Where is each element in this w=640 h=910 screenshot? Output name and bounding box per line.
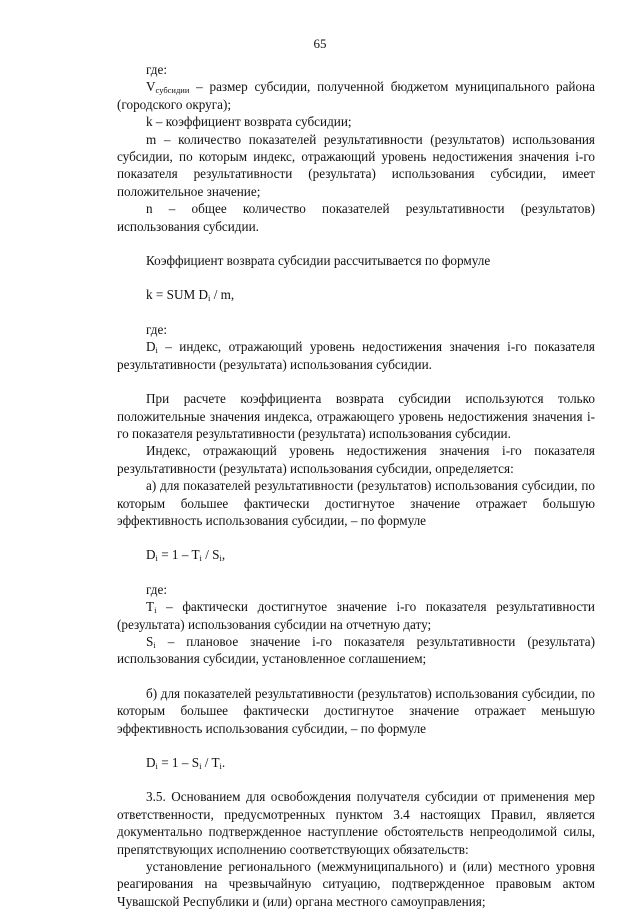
where-label-2: где: xyxy=(146,321,167,337)
formula-subscript: i xyxy=(219,761,222,771)
k-formula-subscript: i xyxy=(208,293,211,304)
document-body xyxy=(117,61,595,910)
positive-values-paragraph: При расчете коэффициента возврата субсидии используются только положительные значения индекса, отражающего уровень недостижения значения i-го показателя результативности (результата) использования субсидии. xyxy=(117,391,595,441)
s-definition-text: – плановое значение i-го показателя результативности (результата) использования субсидии, установленное соглашением; xyxy=(117,633,595,667)
k-formula-part: k = SUM D xyxy=(146,287,209,303)
v-subscript: субсидии xyxy=(155,85,190,96)
t-definition xyxy=(117,598,595,633)
d-definition xyxy=(117,338,595,373)
k-formula xyxy=(117,286,595,303)
formula-part: = 1 – S xyxy=(157,755,200,770)
index-paragraph: Индекс, отражающий уровень недостижения значения i-го показателя результативности (результата) использования субсидии, определяется: xyxy=(117,443,595,476)
t-symbol: T xyxy=(146,599,155,615)
formula-part: = 1 – T xyxy=(157,547,200,563)
case-a-paragraph: а) для показателей результативности (результатов) использования субсидии, по которым большее фактически достигнутое значение отражает большую эффективность использования субсидии, – по формуле xyxy=(117,478,595,528)
t-definition-text: – фактически достигнутое значение i-го показателя результативности (результата) использования субсидии на отчетную дату; xyxy=(117,599,595,632)
d-definition-text: – индекс, отражающий уровень недостижения значения i-го показателя результативности (результата) использования субсидии. xyxy=(117,339,595,372)
formula-subscript: i xyxy=(219,553,222,564)
spacer xyxy=(117,668,595,685)
n-definition: n – общее количество показателей результативности (результатов) использования субсидии. xyxy=(117,201,595,234)
case-b-paragraph: б) для показателей результативности (результатов) использования субсидии, по которым большее фактически достигнутое значение отражает меньшую эффективность использования субсидии, – по формуле xyxy=(117,685,595,736)
k-formula-intro: Коэффициент возврата субсидии рассчитывается по формуле xyxy=(146,253,491,269)
where-label-1: где: xyxy=(146,62,167,77)
v-symbol: V xyxy=(146,79,156,95)
s-subscript: i xyxy=(153,639,156,650)
formula-part: / T xyxy=(201,755,220,770)
spacer xyxy=(117,304,595,321)
s-definition xyxy=(117,633,595,668)
formula-part: . xyxy=(221,755,226,770)
spacer xyxy=(117,564,595,581)
page-number: 65 xyxy=(313,36,327,51)
formula-d: D xyxy=(146,755,156,770)
k-definition: k – коэффициент возврата субсидии; xyxy=(146,114,352,130)
m-definition: m – количество показателей результативности (результатов) использования субсидии, по которым индекс, отражающий уровень недостижения значения i-го показателя результативности (результата) использования субсидии, имеет положительное значение; xyxy=(117,131,595,199)
spacer xyxy=(117,529,595,546)
formula-subscript: i xyxy=(199,761,202,771)
formula-case-b xyxy=(117,754,595,771)
formula-subscript: i xyxy=(199,553,202,564)
formula-d: D xyxy=(146,547,156,563)
d-symbol: D xyxy=(146,339,156,355)
where-label-3: где: xyxy=(146,581,167,597)
v-definition xyxy=(117,78,595,113)
t-subscript: i xyxy=(154,605,157,616)
spacer xyxy=(117,737,595,754)
d-subscript: i xyxy=(155,345,158,356)
s-symbol: S xyxy=(146,633,154,649)
spacer xyxy=(117,373,595,390)
spacer xyxy=(117,269,595,286)
formula-subscript: i xyxy=(155,761,158,771)
formula-case-a xyxy=(117,546,595,563)
spacer xyxy=(117,235,595,252)
formula-subscript: i xyxy=(155,553,158,564)
section-3-5-paragraph: 3.5. Основанием для освобождения получателя субсидии от применения мер ответственности, предусмотренных пунктом 3.4 настоящих Правил, является документально подтвержденное наступление обстоятельств непреодолимой силы, препятствующих исполнению соответствующих обязательств: xyxy=(117,789,595,857)
v-definition-text: – размер субсидии, полученной бюджетом муниципального района (городского округа); xyxy=(117,79,595,112)
emergency-paragraph: установление регионального (межмуниципального) и (или) местного уровня реагирования на чрезвычайную ситуацию, подтвержденное правовым актом Чувашской Республики и (или) органа местного самоуправления; xyxy=(117,859,595,909)
formula-part: / S xyxy=(201,547,220,563)
k-formula-part: / m, xyxy=(210,287,235,303)
formula-part: , xyxy=(221,547,226,563)
spacer xyxy=(117,771,595,788)
